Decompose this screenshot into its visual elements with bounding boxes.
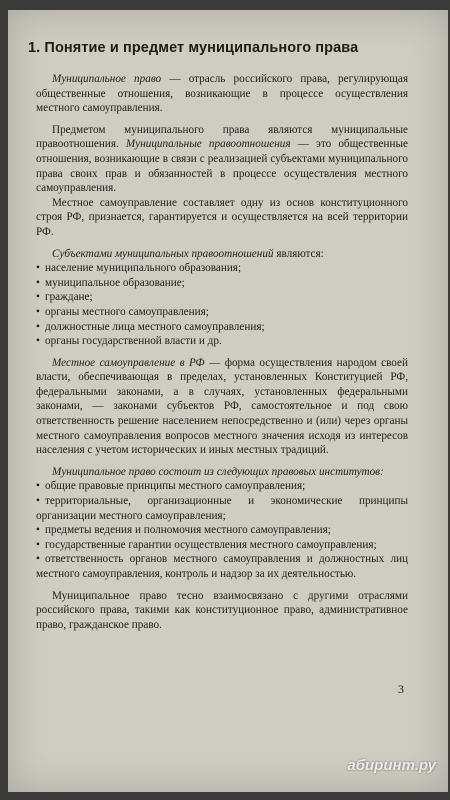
subjects-intro: Субъектами муниципальных правоотношений являются: [52,247,324,260]
paragraph-relations: Муниципальное право тесно взаимосвязано с другими отраслями российского права, такими как конституционное право, административное право, гражданское право. [36,589,408,631]
paragraph-self-government: Местное самоуправление составляет одну из основ конституционного строя РФ, признается, гарантируется и осуществляется на всей территории РФ. [36,196,408,238]
list-item: • муниципальное образование; [36,276,185,289]
term-municipal-law: Муниципальное право [52,73,162,85]
paragraph-definition: Муниципальное право — отрасль российского права, регулирующая общественные отношения, возникающие в процессе осуществления местного самоуправления. [36,73,408,115]
watermark: абиринт.ру [347,757,436,774]
list-item: • органы местного самоуправления; [36,305,209,318]
term-municipal-relations: Муниципальные правоотношения [125,138,291,151]
list-item: • ответственность органов местного самоуправления и должностных лиц местного самоуправления, контроль и надзор за их деятельностью. [36,553,408,580]
institutes-list [36,479,408,581]
paragraph-local-government-definition: Местное самоуправление в РФ — форма осуществления народом своей власти, обеспечивающая в пределах, установленных Конституцией РФ, федеральными законами, а в случаях, установленных федеральными законами, — законами субъектов РФ, самостоятельное и под свою ответственность решение населением непосредственно и (или) через органы местного самоуправления вопросов местного значения исходя из интересов населения с учетом исторических и иных местных традиций. [36,356,408,457]
list-item: • органы государственной власти и др. [36,335,222,348]
list-item: • общие правовые принципы местного самоуправления; [36,480,306,493]
list-item: • граждане; [36,291,93,304]
list-item: • население муниципального образования; [36,262,242,275]
subjects-list [36,261,408,349]
body-text [36,72,408,632]
list-item: • должностные лица местного самоуправления; [36,320,265,333]
list-item: • территориальные, организационные и экономические принципы организации местного самоуправления; [36,495,408,522]
page-number: 3 [398,682,404,696]
book-page [8,10,448,792]
section-heading: 1. Понятие и предмет муниципального права [28,40,359,56]
institutes-intro: Муниципальное право состоит из следующих правовых институтов: [52,465,384,478]
list-item: • предметы ведения и полномочия местного самоуправления; [36,524,331,537]
list-item: • государственные гарантии осуществления местного самоуправления; [36,538,377,551]
paragraph-subject: Предметом муниципального права являются муниципальные правоотношения. Муниципальные правоотношения — это общественные отношения, возникающие в связи с реализацией субъектами муниципального права своих прав и обязанностей в процессе осуществления местного самоуправления. [36,123,408,195]
